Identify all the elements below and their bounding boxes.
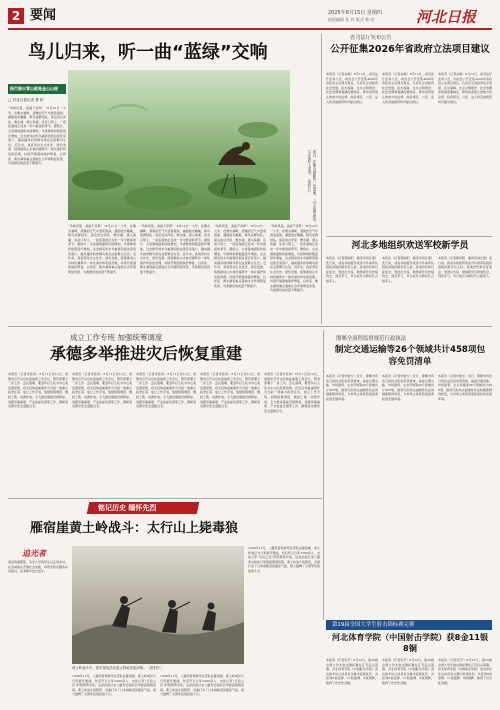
story1-photo-caption: 夏日，在衡水湖畔的一处湿地，一对水雉带着幼鸟在荷叶上觅食。（资料片） [307, 150, 316, 222]
date-line: 2025年8月15日 星期四 [328, 10, 382, 16]
story8-body-c: 本报讯（记者宋平）8月13日，第19届全国大学生射击锦标赛在江苏宜兴落幕。河北体育学院（中国射击学院）派出的学生运动员在比赛中表现优异，共获得8枚金牌、11枚银牌、8枚铜牌，取得了历史性突破。 [438, 658, 492, 685]
story2-body-b: 本报讯（记者谷峰）8月12日，省司法厅发布公告，向社会公开征集2026年省政府立法项目建议。凡涉及全省经济社会发展、民生保障、生态文明建设、社会治理等领域需要制定、修改或者废止的地方性法规、政府规章，公民、法人和其他组织均可提出建议。 [382, 72, 434, 104]
story3-body-a: 本报讯（记者郭向阳、通讯员刘红强）连日来，我省多地组织欢送今年被军队院校录取的新学员入校。各地纷纷举行座谈会、欢送仪式等，勉励新学员珍惜机会，刻苦学习，早日成长为新时代合格军人。 [326, 256, 378, 283]
story6-body-c: 1939年11月，八路军晋察冀军区部队在雁宿崖、黄土岭地区与日军展开激战，先后歼灭日军1500余人，击毙日军“名将之花”阿部规秀中将，这是抗战以来八路军击毙的日军最高级别将领。黄土岭战斗的胜利，沉重打击了日本侵略者的嚣张气焰，极大鼓舞了全国军民的抗战斗志。 [160, 674, 244, 697]
story1-body-col5: “鸟鸣风里，美丽不是梦！”8月12日一大早，在衡水湖畔，清晨的空气中透着湿润，湖面波光粼粼，候鸟成群结队。保定的白洋淀、衡水湖、唐山南湖、张家口坝上，一座座湿地正迎来一年中最美的季节。据统计，全省湿地面积持续增加，鸟类种类和数量逐年增加，过去鲜见的水鸟重新回到这里安家落户，越来越多的珍稀鸟类在这里繁衍生息。近年来，我省坚持生态优先、绿色发展，统筹推进山水林田湖草沙一体化保护和系统治理，持续开展湿地保护修复，白洋淀、衡水湖等重点湿地生态环境明显改善，鸟类栖息地质量不断提升。 [270, 224, 318, 293]
story8-body-a: 本报讯（记者宋平）8月13日，第19届全国大学生射击锦标赛在江苏宜兴落幕。河北体育学院（中国射击学院）派出的学生运动员在比赛中表现优异，共获得8枚金牌、11枚银牌、8枚铜牌，取得了历史性突破。 [326, 658, 378, 685]
story6-headline: 雁宿崖黄土岭战斗：太行山上毙毒狼 [30, 521, 239, 536]
bird-icon [68, 70, 290, 220]
story1-body-col4: “鸟鸣风里，美丽不是梦！”8月12日一大早，在衡水湖畔，清晨的空气中透着湿润，湖面波光粼粼，候鸟成群结队。保定的白洋淀、衡水湖、唐山南湖、张家口坝上，一座座湿地正迎来一年中最美的季节。据统计，全省湿地面积持续增加，鸟类种类和数量逐年增加，过去鲜见的水鸟重新回到这里安家落户，越来越多的珍稀鸟类在这里繁衍生息。近年来，我省坚持生态优先、绿色发展，统筹推进山水林田湖草沙一体化保护和系统治理，持续开展湿地保护修复，白洋淀、衡水湖等重点湿地生态环境明显改善，鸟类栖息地质量不断提升。 [214, 224, 266, 288]
section-divider-2 [8, 498, 322, 499]
story2-body-c: 本报讯（记者谷峰）8月12日，省司法厅发布公告，向社会公开征集2026年省政府立法项目建议。凡涉及全省经济社会发展、民生保障、生态文明建设、社会治理等领域需要制定、修改或者废止的地方性法规、政府规章，公民、法人和其他组织均可提出建议。 [438, 72, 492, 104]
story1-headline: 鸟儿归来，听一曲“蓝绿”交响 [28, 42, 268, 63]
masthead-rule [8, 28, 492, 30]
story3-rule [326, 236, 492, 237]
story7-body: 清凉的暑假里，河北大学的学生们走进乡村，在田间地头开展社会实践，用所学知识服务乡村振兴，在奉献中成长成才。 [8, 560, 68, 574]
story6-photo [72, 546, 244, 664]
story1-body-col2: “鸟鸣风里，美丽不是梦！”8月12日一大早，在衡水湖畔，清晨的空气中透着湿润，湖面波光粼粼，候鸟成群结队。保定的白洋淀、衡水湖、唐山南湖、张家口坝上，一座座湿地正迎来一年中最美的季节。据统计，全省湿地面积持续增加，鸟类种类和数量逐年增加，过去鲜见的水鸟重新回到这里安家落户，越来越多的珍稀鸟类在这里繁衍生息。近年来，我省坚持生态优先、绿色发展，统筹推进山水林田湖草沙一体化保护和系统治理，持续开展湿地保护修复，白洋淀、衡水湖等重点湿地生态环境明显改善，鸟类栖息地质量不断提升。 [68, 224, 136, 274]
story5-body-b: 本报讯（记者付艳红）近日，邯郸市印发行政执法包容免罚清单，涵盖交通运输、市场监管、生态环境等26个领域共计458项，推动行政执法由刚性执法向刚柔相济转变，为市场主体营造更加宽松的发展环境。 [382, 374, 434, 401]
story3-headline: 河北多地组织欢送军校新学员 [351, 241, 469, 251]
story4-body-e: 本报讯（记者李佳伟）8月11日至12日，承德市召开灾后恢复重建工作会议，研究部署下一步工作。会议强调，要坚持以人民为中心的发展思想，把灾后恢复重建作为当前一项重大政治任务，成立工作专班，加强统筹调度，倒排工期、挂图作战，全力推进基础设施修复、受损房屋重建、产业恢复发展等工作，确保受灾群众安全温暖过冬。 [264, 372, 320, 413]
story1-column-tag [8, 84, 66, 94]
section-title: 要闻 [30, 8, 57, 23]
story1-body-col1: “鸟鸣风里，美丽不是梦！”8月12日一大早，在衡水湖畔，清晨的空气中透着湿润，湖面波光粼粼，候鸟成群结队。保定的白洋淀、衡水湖、唐山南湖、张家口坝上，一座座湿地正迎来一年中最美的季节。据统计，全省湿地面积持续增加，鸟类种类和数量逐年增加，过去鲜见的水鸟重新回到这里安家落户，越来越多的珍稀鸟类在这里繁衍生息。近年来，我省坚持生态优先、绿色发展，统筹推进山水林田湖草沙一体化保护和系统治理，持续开展湿地保护修复，白洋淀、衡水湖等重点湿地生态环境明显改善，鸟类栖息地质量不断提升。 [8, 106, 66, 166]
page-number: 2 [8, 8, 24, 24]
story5-divider [323, 330, 324, 620]
story4-body-c: 本报讯（记者李佳伟）8月11日至12日，承德市召开灾后恢复重建工作会议，研究部署下一步工作。会议强调，要坚持以人民为中心的发展思想，把灾后恢复重建作为当前一项重大政治任务，成立工作专班，加强统筹调度，倒排工期、挂图作战，全力推进基础设施修复、受损房屋重建、产业恢复发展等工作，确保受灾群众安全温暖过冬。 [136, 372, 196, 409]
story6-body-a: 1939年11月，八路军晋察冀军区部队在雁宿崖、黄土岭地区与日军展开激战，先后歼灭日军1500余人，击毙日军“名将之花”阿部规秀中将，这是抗战以来八路军击毙的日军最高级别将领。黄土岭战斗的胜利，沉重打击了日本侵略者的嚣张气焰，极大鼓舞了全国军民的抗战斗志。 [248, 546, 320, 573]
story2-body-a: 本报讯（记者谷峰）8月12日，省司法厅发布公告，向社会公开征集2026年省政府立法项目建议。凡涉及全省经济社会发展、民生保障、生态文明建设、社会治理等领域需要制定、修改或者废止的地方性法规、政府规章，公民、法人和其他组织均可提出建议。 [326, 72, 378, 104]
story3-body-c: 本报讯（记者郭向阳、通讯员刘红强）连日来，我省多地组织欢送今年被军队院校录取的新学员入校。各地纷纷举行座谈会、欢送仪式等，勉励新学员珍惜机会，刻苦学习，早日成长为新时代合格军人。 [438, 256, 492, 279]
section-divider [8, 326, 492, 327]
story5-headline: 制定交通运输等26个领域共计458项包容免罚清单 [334, 345, 486, 367]
story4-body-d: 本报讯（记者李佳伟）8月11日至12日，承德市召开灾后恢复重建工作会议，研究部署下一步工作。会议强调，要坚持以人民为中心的发展思想，把灾后恢复重建作为当前一项重大政治任务，成立工作专班，加强统筹调度，倒排工期、挂图作战，全力推进基础设施修复、受损房屋重建、产业恢复发展等工作，确保受灾群众安全温暖过冬。 [200, 372, 260, 409]
story2-label: 省司法厅发布公告 [350, 35, 392, 41]
story5-body-c: 本报讯（记者付艳红）近日，邯郸市印发行政执法包容免罚清单，涵盖交通运输、市场监管、生态环境等26个领域共计458项，推动行政执法由刚性执法向刚柔相济转变，为市场主体营造更加宽松的发展环境。 [438, 374, 492, 401]
story8-headline: 河北体育学院（中国射击学院）获8金11银8铜 [331, 632, 489, 653]
story3-body-b: 本报讯（记者郭向阳、通讯员刘红强）连日来，我省多地组织欢送今年被军队院校录取的新学员入校。各地纷纷举行座谈会、欢送仪式等，勉励新学员珍惜机会，刻苦学习，早日成长为新时代合格军人。 [382, 256, 434, 283]
column-tag-label: 践行绿水青山就是金山山规 [10, 86, 58, 91]
story1-photo [68, 70, 290, 220]
story5-body-a: 本报讯（记者付艳红）近日，邯郸市印发行政执法包容免罚清单，涵盖交通运输、市场监管、生态环境等26个领域共计458项，推动行政执法由刚性执法向刚柔相济转变，为市场主体营造更加宽松的发展环境。 [326, 374, 378, 401]
story5-label: 邯郸全流程监督规范行政执法 [336, 336, 407, 342]
column-divider [321, 34, 322, 324]
story1-body-col3: “鸟鸣风里，美丽不是梦！”8月12日一大早，在衡水湖畔，清晨的空气中透着湿润，湖面波光粼粼，候鸟成群结队。保定的白洋淀、衡水湖、唐山南湖、张家口坝上，一座座湿地正迎来一年中最美的季节。据统计，全省湿地面积持续增加，鸟类种类和数量逐年增加，过去鲜见的水鸟重新回到这里安家落户，越来越多的珍稀鸟类在这里繁衍生息。近年来，我省坚持生态优先、绿色发展，统筹推进山水林田湖草沙一体化保护和系统治理，持续开展湿地保护修复，白洋淀、衡水湖等重点湿地生态环境明显改善，鸟类栖息地质量不断提升。 [140, 224, 210, 274]
story1-byline: □ 河北日报记者 曹 彬 [8, 98, 44, 102]
soldier-icon [72, 546, 244, 664]
story7-label: 追光者 [22, 548, 46, 558]
story8-label: 第19届全国大学生射击锦标赛完赛 [332, 622, 415, 628]
story4-kicker: 成立工作专班 加强统筹调度 [70, 333, 163, 342]
story6-photo-caption: 黄土岭战斗中，我军指战员向敌人阵地发起冲锋。（资料片） [72, 666, 164, 670]
story4-body-a: 本报讯（记者李佳伟）8月11日至12日，承德市召开灾后恢复重建工作会议，研究部署下一步工作。会议强调，要坚持以人民为中心的发展思想，把灾后恢复重建作为当前一项重大政治任务，成立工作专班，加强统筹调度，倒排工期、挂图作战，全力推进基础设施修复、受损房屋重建、产业恢复发展等工作，确保受灾群众安全温暖过冬。 [8, 372, 68, 409]
story4-headline: 承德多举推进灾后恢复重建 [50, 344, 243, 363]
story6-column-tag-label: 铭记历史 缅怀先烈 [98, 504, 157, 512]
story4-body-b: 本报讯（记者李佳伟）8月11日至12日，承德市召开灾后恢复重建工作会议，研究部署下一步工作。会议强调，要坚持以人民为中心的发展思想，把灾后恢复重建作为当前一项重大政治任务，成立工作专班，加强统筹调度，倒排工期、挂图作战，全力推进基础设施修复、受损房屋重建、产业恢复发展等工作，确保受灾群众安全温暖过冬。 [72, 372, 132, 409]
newspaper-logo: 河北日报 [416, 8, 477, 26]
story8-body-b: 本报讯（记者宋平）8月13日，第19届全国大学生射击锦标赛在江苏宜兴落幕。河北体育学院（中国射击学院）派出的学生运动员在比赛中表现优异，共获得8枚金牌、11枚银牌、8枚铜牌，取得了历史性突破。 [382, 658, 434, 685]
story6-body-b: 1939年11月，八路军晋察冀军区部队在雁宿崖、黄土岭地区与日军展开激战，先后歼灭日军1500余人，击毙日军“名将之花”阿部规秀中将，这是抗战以来八路军击毙的日军最高级别将领。黄土岭战斗的胜利，沉重打击了日本侵略者的嚣张气焰，极大鼓舞了全国军民的抗战斗志。 [72, 674, 156, 697]
editor-line: 值班编辑 张 玲 版式 韩 欣 [328, 17, 375, 22]
story2-headline: 公开征集2026年省政府立法项目建议 [330, 44, 490, 55]
